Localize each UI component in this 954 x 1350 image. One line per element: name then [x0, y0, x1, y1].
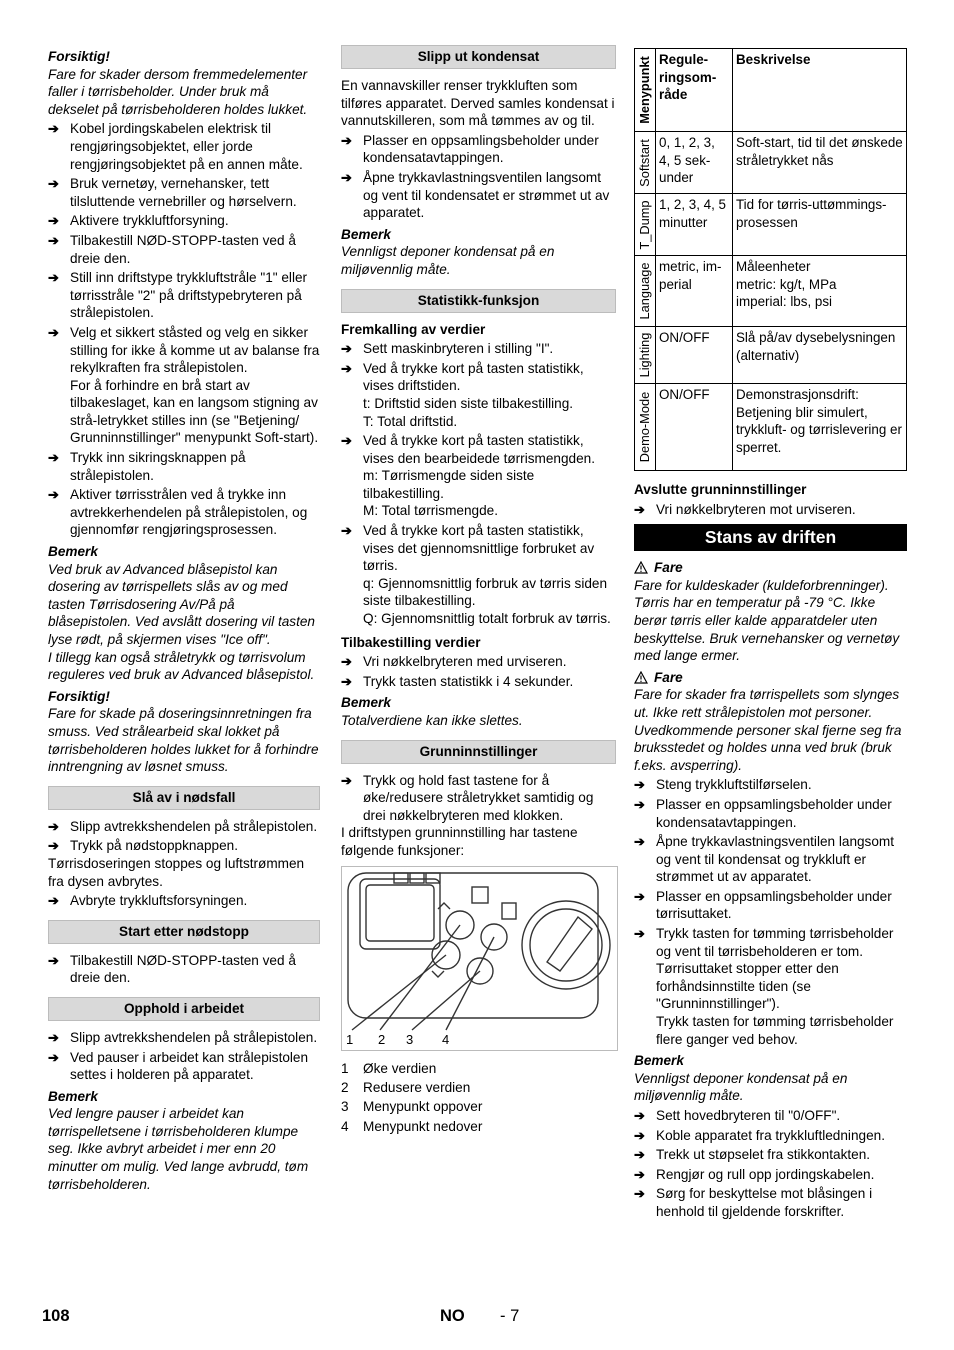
table-cell: 1, 2, 3, 4, 5 minutter: [656, 194, 733, 256]
table-row: [635, 384, 907, 471]
arrow-right-icon: ➔: [341, 360, 352, 376]
step: ➔ Steng trykkluftstilførselen.: [634, 777, 812, 793]
section-heading: Statistikk-funksjon: [341, 289, 616, 313]
note-title: Bemerk: [341, 226, 391, 242]
note-title: Bemerk: [634, 1053, 684, 1069]
table-cell: Tid for tørris-uttømmings-prosessen: [733, 194, 907, 256]
subheading: Avslutte grunninnstillinger: [634, 482, 807, 497]
step-detail: Trykk tasten for tømming tørrisbeholder flere ganger ved behov.: [656, 1014, 894, 1047]
note-text: Ved lengre pauser i arbeidet kan tørrispelletsene i tørrisbeholderen klumpe seg. Ikke avbryt arbeidet i mer enn 20 minutter om mulig. Ved lange avbrudd, tøm tørrisbeholderen.: [48, 1106, 309, 1192]
arrow-right-icon: ➔: [634, 888, 645, 904]
key-switch-knob: [547, 917, 592, 971]
step: ➔ Plasser en oppsamlingsbeholder under tørrisuttaket.: [634, 888, 892, 922]
table-cell: T_Dump: [637, 199, 653, 250]
arrow-right-icon: ➔: [48, 818, 59, 834]
column-3: [634, 48, 907, 1221]
step: ➔ Avbryte trykkluftsforsyningen.: [48, 893, 248, 909]
key-switch-outer: [522, 901, 610, 989]
arrow-right-icon: ➔: [48, 324, 59, 340]
step-detail: M: Total tørrismengde.: [363, 503, 498, 519]
display-screen: [360, 879, 440, 949]
arrow-right-icon: ➔: [48, 270, 59, 286]
step: ➔ Bruk vernetøy, vernehansker, tett tilsluttende vernebriller og hørselvern.: [48, 176, 297, 209]
page-number: 108: [42, 1307, 70, 1325]
step: ➔ Åpne trykkavlastningsventilen langsomt og vent til kondensat og trykkluft er strømmet ut av apparatet.: [634, 834, 895, 885]
statistics-key-icon: [472, 887, 488, 903]
step: ➔ Ved å trykke kort på tasten statistikk, vises det gjennomsnittlige forbruket av tørris.: [341, 523, 595, 574]
step: ➔ Trykk tasten statistikk i 4 sekunder.: [341, 673, 574, 689]
arrow-right-icon: ➔: [48, 232, 59, 248]
table-row: [635, 132, 907, 194]
arrow-right-icon: ➔: [634, 834, 645, 850]
arrow-right-icon: ➔: [341, 654, 352, 670]
danger-heading: Fare: [634, 559, 907, 577]
step: ➔ Vri nøkkelbryteren mot urviseren.: [634, 501, 856, 517]
step: ➔ Slipp avtrekkshendelen på strålepistolen.: [48, 1029, 318, 1045]
caution-title: Forsiktig!: [48, 688, 110, 704]
step: ➔ Kobel jordingskabelen elektrisk til rengjøringsobjektet, eller jorde rengjøringsobjektet på en annen måte.: [48, 121, 303, 172]
indicator-icon: [410, 873, 424, 883]
step-detail: Tørrisuttaket stopper etter den forhåndsinnstilte tiden (se "Grunninnstillinger").: [656, 961, 839, 1012]
indicator-icon: [426, 873, 440, 883]
danger-heading: Fare: [634, 669, 907, 687]
arrow-right-icon: ➔: [634, 796, 645, 812]
paragraph: En vannavskiller renser trykkluften som tilføres apparatet. Derved samles kondensat i vannutskilleren, som må tømmes av og til.: [341, 78, 615, 129]
arrow-right-icon: ➔: [341, 673, 352, 689]
arrow-right-icon: ➔: [341, 772, 352, 788]
step: ➔ Plasser en oppsamlingsbeholder under kondensatavtappingen.: [634, 796, 892, 830]
arrow-right-icon: ➔: [634, 1127, 645, 1143]
step-detail: q: Gjennomsnittlig forbruk av tørris siden siste tilbakestilling.: [363, 575, 608, 609]
arrow-right-icon: ➔: [48, 487, 59, 503]
note-text: I tillegg kan også stråletrykk og tørrisvolum reguleres ved bruk av Advanced blåsepistol.: [48, 649, 315, 683]
arrow-right-icon: ➔: [48, 1049, 59, 1065]
note-title: Bemerk: [341, 695, 391, 711]
legend-item: 2 Redusere verdien: [341, 1079, 471, 1095]
section-heading: Grunninnstillinger: [341, 740, 616, 764]
dump-key-icon: [502, 903, 516, 919]
legend-item: 4 Menypunkt nedover: [341, 1118, 483, 1134]
table-cell: Måleenheter metric: kg/t, MPa imperial: lbs, psi: [733, 256, 907, 327]
arrow-right-icon: ➔: [634, 1186, 645, 1202]
arrow-right-icon: ➔: [634, 926, 645, 942]
note-title: Bemerk: [48, 544, 98, 560]
paragraph: Tørrisdoseringen stoppes og luftstrømmen fra dysen avbrytes.: [48, 855, 305, 889]
section-title: Stans av driften: [634, 524, 907, 551]
table-cell: Demonstrasjonsdrift: Betjening blir simulert, trykkluft- og tørrislevering er sperret.: [733, 384, 907, 471]
step: ➔ Ved pauser i arbeidet kan strålepistolen settes i holderen på apparatet.: [48, 1049, 309, 1083]
step-detail: t: Driftstid siden siste tilbakestilling.: [363, 395, 574, 411]
section-page-number: - 7: [500, 1307, 520, 1325]
arrow-right-icon: ➔: [341, 523, 352, 539]
table-header-cell: Regule-ringsom-råde: [656, 49, 733, 132]
arrow-right-icon: ➔: [341, 433, 352, 449]
step: ➔ Ved å trykke kort på tasten statistikk, vises driftstiden.: [341, 360, 584, 394]
legend-item: 1 Øke verdien: [341, 1060, 437, 1076]
table-cell: ON/OFF: [656, 384, 733, 471]
note-text: Vennligst deponer kondensat på en miljøvennlig måte.: [634, 1070, 848, 1104]
caution-title: Forsiktig!: [48, 49, 110, 64]
table-cell: 0, 1, 2, 3, 4, 5 sek-under: [656, 132, 733, 194]
indicator-icon: [394, 873, 408, 883]
note-text: Vennligst deponer kondensat på en miljøvennlig måte.: [341, 244, 555, 277]
table-cell: Slå på/av dysebelysningen (alternativ): [733, 327, 907, 384]
subheading: Fremkalling av verdier: [341, 321, 486, 337]
warning-icon: [634, 671, 648, 684]
danger-text: Fare for kuldeskader (kuldeforbrenninger). Tørris har en temperatur på -79 °C. Ikke berør tørris eller kalde apparatdeler uten beskyttelse. Bruk vernehansker og vernetøy med lange ermer.: [634, 577, 900, 664]
danger-text: Fare for skader fra tørrispellets som slynges ut. Ikke rett strålepistolen mot personer. Uvedkommende personer skal fjerne seg fra bruksstedet og holdes unna ved bruk (bruk f.eks. avsperring).: [634, 687, 902, 773]
arrow-right-icon: ➔: [341, 169, 352, 185]
step: ➔ Sørg for beskyttelse mot blåsingen i henhold til gjeldende forskrifter.: [634, 1186, 873, 1219]
arrow-right-icon: ➔: [634, 501, 645, 517]
table-cell: Language: [637, 262, 653, 320]
step-detail: For å forhindre en brå start av tilbakeslaget, kan en langsom stigning av strå-letrykket stilles inn (se "Betjening/ Grunninnstillinger" menypunkt Soft-start).: [70, 377, 319, 446]
step: ➔ Vri nøkkelbryteren med urviseren.: [341, 654, 567, 670]
column-2: [341, 44, 616, 1136]
arrow-right-icon: ➔: [48, 450, 59, 466]
arrow-right-icon: ➔: [634, 1147, 645, 1163]
arrow-right-icon: ➔: [48, 213, 59, 229]
arrow-right-icon: ➔: [48, 176, 59, 192]
section-heading: Slå av i nødsfall: [48, 786, 320, 810]
table-header-cell: Beskrivelse: [733, 49, 907, 132]
arrow-right-icon: ➔: [634, 1108, 645, 1123]
arrow-right-icon: ➔: [341, 341, 352, 357]
table-row: [635, 194, 907, 256]
warning-icon: [634, 561, 648, 574]
step: ➔ Plasser en oppsamlingsbeholder under kondensatavtappingen.: [341, 132, 599, 166]
column-1: [48, 44, 320, 1193]
figure-label: 1: [346, 1031, 354, 1047]
step: ➔ Sett maskinbryteren i stilling "I".: [341, 341, 554, 357]
arrow-down-icon: [432, 971, 444, 977]
table-row: [635, 256, 907, 327]
step: ➔ Still inn driftstype trykkluftstråle "1" eller tørrisstråle "2" på driftstypebryteren på strålepistolen.: [48, 270, 308, 321]
figure-label: 2: [378, 1031, 386, 1047]
step: ➔ Trykk tasten for tømming tørrisbeholder og vent til tørrisbeholderen er tom.: [634, 926, 894, 959]
step: ➔ Trykk på nødstoppknappen.: [48, 838, 239, 854]
step: ➔ Tilbakestill NØD-STOPP-tasten ved å dreie den.: [48, 232, 296, 266]
step: ➔ Koble apparatet fra trykkluftledningen.: [634, 1127, 885, 1143]
step-detail: Q: Gjennomsnittlig totalt forbruk av tørris.: [363, 611, 611, 627]
table-cell: Softstart: [637, 138, 653, 187]
figure-label: 3: [406, 1031, 414, 1047]
step-detail: m: Tørrismengde siden siste tilbakestilling.: [363, 468, 535, 501]
step: ➔ Aktivere trykkluftforsyning.: [48, 213, 229, 229]
step: ➔ Rengjør og rull opp jordingskabelen.: [634, 1166, 875, 1182]
arrow-right-icon: ➔: [48, 838, 59, 854]
step: ➔ Ved å trykke kort på tasten statistikk, vises den bearbeidede tørrismengden.: [341, 433, 595, 466]
arrow-right-icon: ➔: [341, 132, 352, 148]
table-cell: metric, im-perial: [656, 256, 733, 327]
table-cell: Demo-Mode: [637, 391, 653, 463]
arrow-right-icon: ➔: [634, 777, 645, 793]
section-heading: Start etter nødstopp: [48, 920, 320, 944]
caution-text: Fare for skade på doseringsinnretningen fra smuss. Ved strålearbeid skal lokket på tørrisbeholderen holdes lukket for å forhindre inntrengning av løsnet smuss.: [48, 706, 319, 775]
subheading: Tilbakestilling verdier: [341, 634, 481, 650]
step: ➔ Aktiver tørrisstrålen ved å trykke inn avtrekkerhendelen på strålepistolen, og gjennomfør rengjøringsprosessen.: [48, 487, 308, 538]
table-header-cell: Menypunkt: [637, 56, 653, 124]
key-switch-inner: [530, 909, 602, 981]
table-cell: Lighting: [637, 332, 653, 378]
step: ➔ Tilbakestill NØD-STOPP-tasten ved å dreie den.: [48, 952, 296, 986]
arrow-right-icon: ➔: [48, 1029, 59, 1045]
section-heading: Slipp ut kondensat: [341, 45, 616, 69]
language-code: NO: [440, 1307, 465, 1325]
paragraph: I driftstypen grunninnstilling har tastene følgende funksjoner:: [341, 825, 578, 858]
settings-table: [634, 48, 907, 471]
section-heading: Opphold i arbeidet: [48, 997, 320, 1021]
step: ➔ Velg et sikkert ståsted og velg en sikker stilling for ikke å komme ut av balanse fra rekylkraften fra strålepistolen.: [48, 324, 320, 376]
table-header-row: [635, 49, 907, 132]
note-text: Ved bruk av Advanced blåsepistol kan dosering av tørrispellets slås av og med tasten Tørrisdosering Av/På på blåsepistolen. Ved avslått dosering vil tasten lyse rødt, på skjermen vises "Ice off".: [48, 561, 315, 647]
step: ➔ Slipp avtrekkshendelen på strålepistolen.: [48, 818, 318, 834]
panel-outline: [348, 873, 598, 1018]
legend-item: 3 Menypunkt oppover: [341, 1099, 483, 1115]
step: ➔ Trekk ut støpselet fra stikkontakten.: [634, 1147, 871, 1163]
control-panel-drawing: [342, 867, 617, 1050]
step: ➔ Trykk og hold fast tastene for å øke/redusere stråletrykket samtidig og drei nøkkelbryteren med klokken.: [341, 772, 594, 823]
note-text: Totalverdiene kan ikke slettes.: [341, 713, 523, 728]
caution-text: Fare for skader dersom fremmedelementer faller i tørrisbeholder. Under bruk må dekselet på tørrisbeholderen holdes lukket.: [48, 66, 308, 117]
step: ➔ Åpne trykkavlastningsventilen langsomt og vent til kondensatet er strømmet ut av apparatet.: [341, 169, 610, 221]
figure-label: 4: [442, 1031, 450, 1047]
table-cell: Soft-start, tid til det ønskede stråletrykket nås: [733, 132, 907, 194]
arrow-right-icon: ➔: [48, 952, 59, 968]
note-title: Bemerk: [48, 1088, 98, 1104]
arrow-right-icon: ➔: [48, 893, 59, 909]
table-cell: ON/OFF: [656, 327, 733, 384]
step: ➔ Sett hovedbryteren til "0/OFF".: [634, 1108, 841, 1123]
control-panel-figure: [341, 866, 618, 1051]
table-row: [635, 327, 907, 384]
arrow-right-icon: ➔: [48, 121, 59, 137]
step-detail: T: Total driftstid.: [363, 413, 458, 429]
step: ➔ Trykk inn sikringsknappen på strålepistolen.: [48, 450, 246, 483]
arrow-right-icon: ➔: [634, 1166, 645, 1182]
